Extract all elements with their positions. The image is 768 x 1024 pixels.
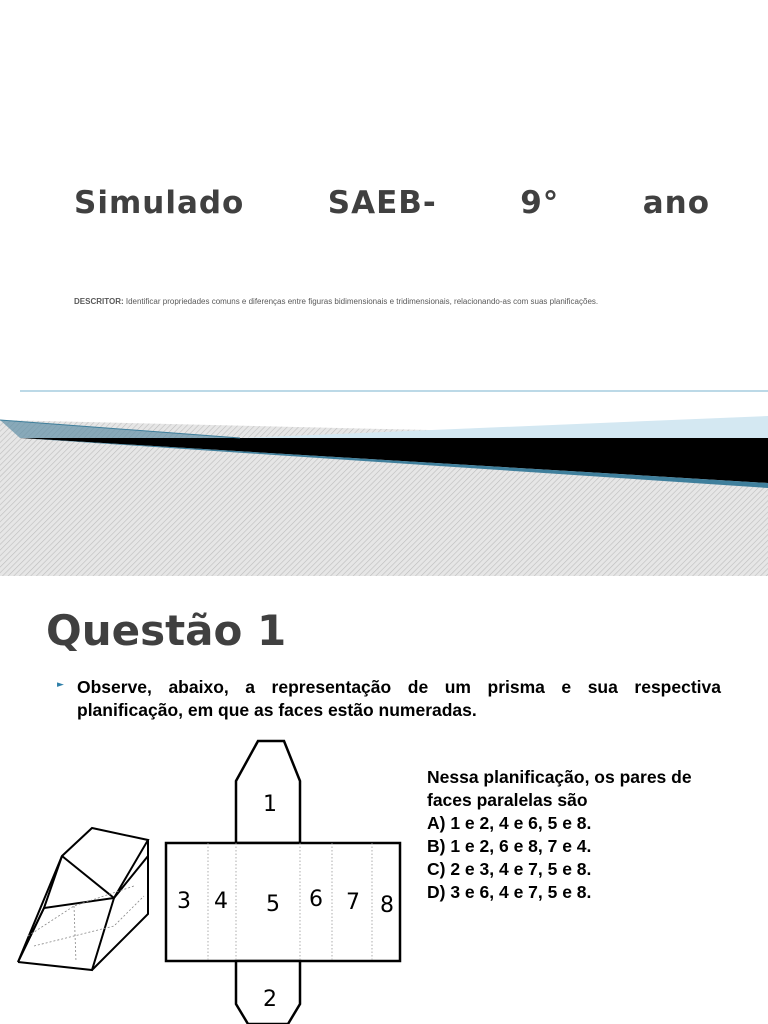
option-a: A) 1 e 2, 4 e 6, 5 e 8. <box>427 813 592 833</box>
prism-3d-drawing <box>18 828 148 970</box>
net-label-1: 1 <box>263 792 277 817</box>
option-b: B) 1 e 2, 6 e 8, 7 e 4. <box>427 836 592 856</box>
net-label-8: 8 <box>380 893 394 918</box>
title-word: ano <box>642 185 710 221</box>
net-label-4: 4 <box>214 889 228 914</box>
descritor-label: DESCRITOR: <box>74 297 124 306</box>
descritor-text <box>74 297 710 307</box>
prompt-line: faces paralelas são <box>427 790 588 810</box>
title-word: Simulado <box>74 185 245 221</box>
decorative-wave <box>0 380 768 576</box>
net-label-5: 5 <box>266 892 280 917</box>
slide-title <box>74 185 710 221</box>
triangle-bullet-icon: ► <box>57 680 64 690</box>
prism-figure <box>14 736 406 1024</box>
prism-net <box>166 741 400 1024</box>
title-word: 9° <box>520 185 560 221</box>
question-text: Observe, abaixo, a representação de um prisma e sua respectiva planificação, em que as faces estão numeradas. <box>77 677 721 720</box>
net-label-6: 6 <box>309 887 323 912</box>
prompt-line: Nessa planificação, os pares de <box>427 767 692 787</box>
title-word: SAEB- <box>327 185 437 221</box>
descritor-body: Identificar propriedades comuns e diferenças entre figuras bidimensionais e tridimensionais, relacionando-as com suas planificações. <box>123 297 599 306</box>
net-label-7: 7 <box>346 890 360 915</box>
option-c: C) 2 e 3, 4 e 7, 5 e 8. <box>427 859 592 879</box>
net-label-2: 2 <box>263 987 277 1012</box>
question-title: Questão 1 <box>46 606 287 655</box>
net-label-3: 3 <box>177 889 191 914</box>
light-blue-strip <box>240 416 768 438</box>
answer-block <box>427 766 727 904</box>
option-d: D) 3 e 6, 4 e 7, 5 e 8. <box>427 882 592 902</box>
question-slide <box>0 576 768 1024</box>
